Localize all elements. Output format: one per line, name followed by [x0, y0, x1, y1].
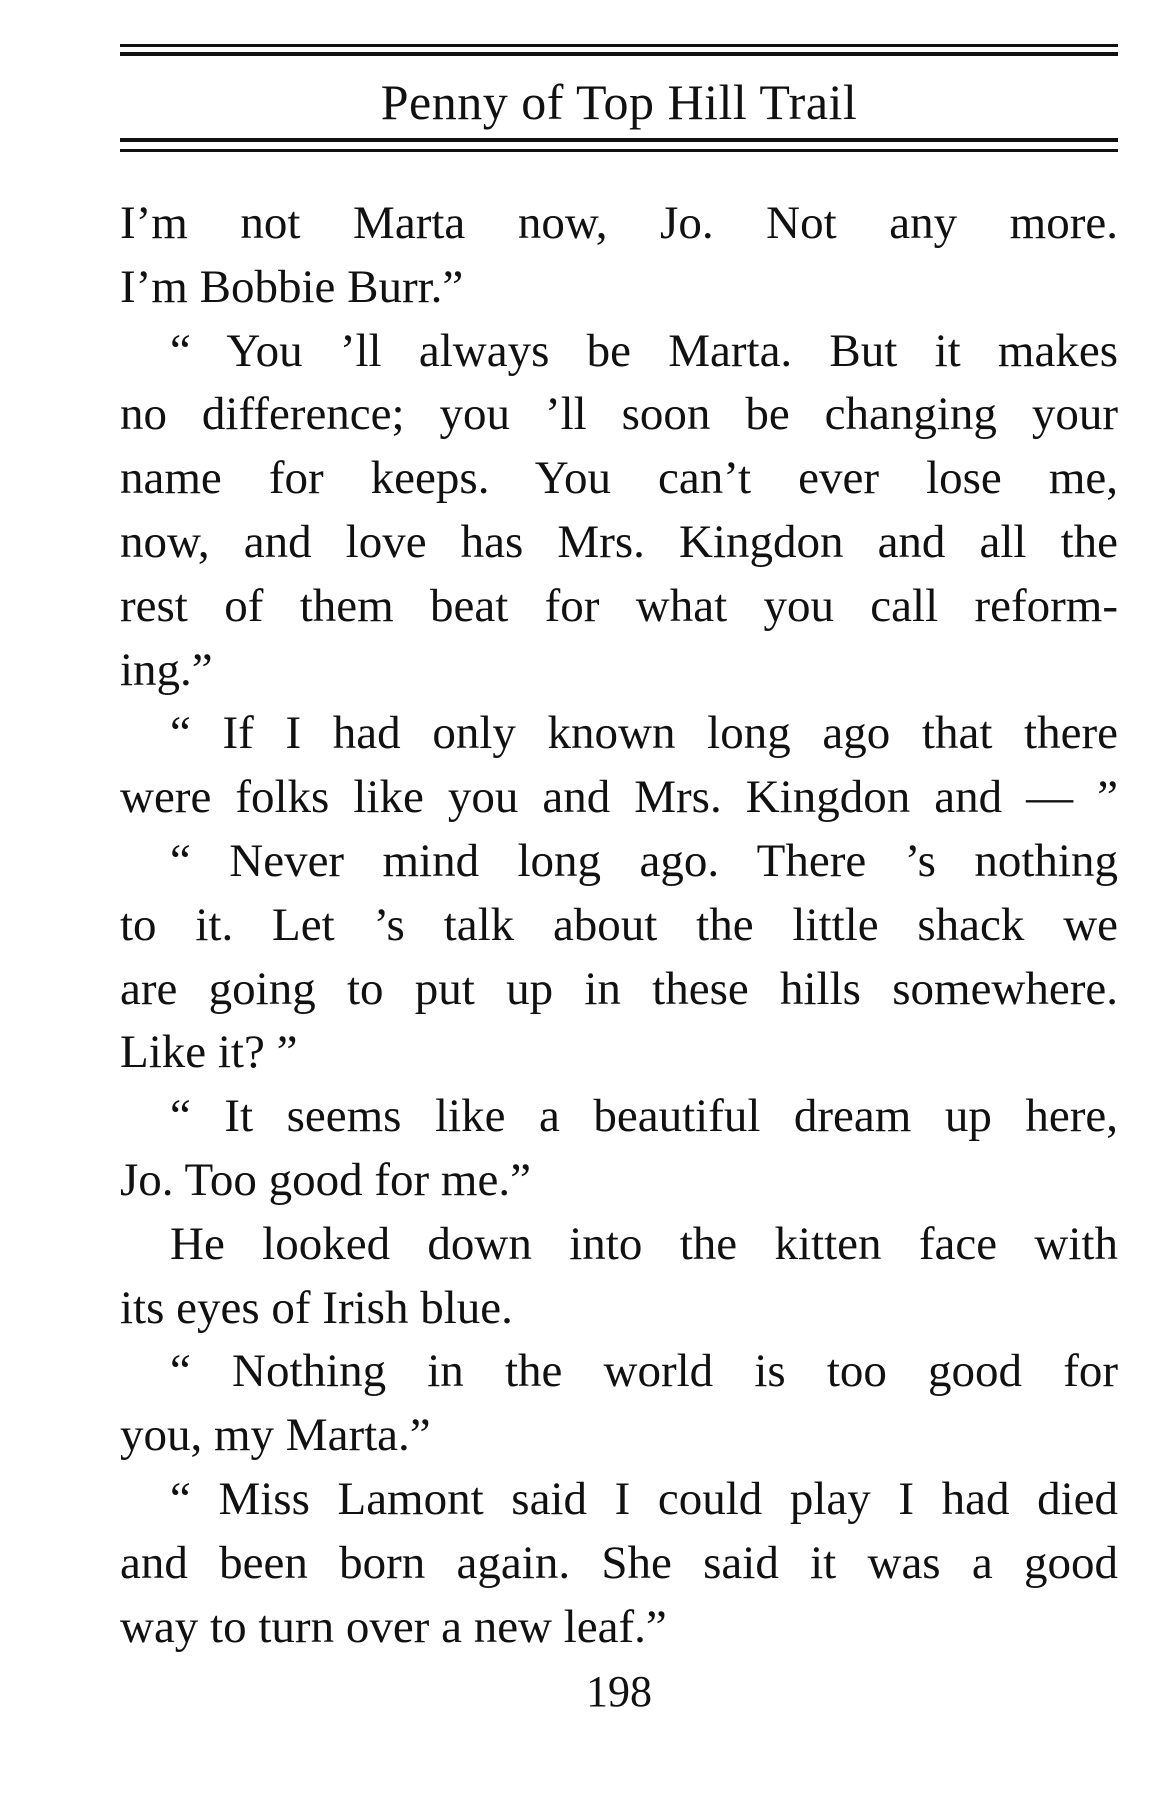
text-line: “ You ’ll always be Marta. But it makes: [170, 324, 1118, 377]
header-bottom-double-rule: [120, 138, 1118, 152]
text-line: “ It seems like a beautiful dream up here,: [170, 1090, 1118, 1143]
text-line: Jo. Too good for me.”: [120, 1153, 531, 1206]
text-line: rest of them beat for what you call reform-: [120, 579, 1118, 632]
text-line: Like it? ”: [120, 1026, 298, 1079]
text-line: now, and love has Mrs. Kingdon and all the: [120, 515, 1118, 568]
text-line: “ If I had only known long ago that there: [170, 707, 1118, 760]
text-line: were folks like you and Mrs. Kingdon and — ”: [120, 771, 1118, 824]
text-line: way to turn over a new leaf.”: [120, 1600, 667, 1653]
text-line: ing.”: [120, 643, 213, 696]
header-top-double-rule: [120, 44, 1118, 56]
running-title: Penny of Top Hill Trail: [380, 74, 858, 130]
text-line: He looked down into the kitten face with: [170, 1217, 1118, 1270]
text-line: its eyes of Irish blue.: [120, 1281, 513, 1334]
text-line: and been born again. She said it was a good: [120, 1536, 1118, 1589]
text-line: I’m Bobbie Burr.”: [120, 260, 464, 313]
text-line: are going to put up in these hills somewhere.: [120, 962, 1118, 1015]
page-number: 198: [586, 1667, 652, 1716]
text-line: you, my Marta.”: [120, 1409, 431, 1462]
text-line: name for keeps. You can’t ever lose me,: [120, 452, 1118, 505]
text-line: I’m not Marta now, Jo. Not any more.: [120, 197, 1118, 249]
text-line: no difference; you ’ll soon be changing your: [120, 388, 1118, 441]
text-line: “ Miss Lamont said I could play I had died: [170, 1472, 1118, 1525]
text-line: to it. Let ’s talk about the little shack we: [120, 898, 1118, 951]
text-line: “ Nothing in the world is too good for: [170, 1345, 1118, 1398]
body-text: [120, 192, 1118, 1659]
text-line: “ Never mind long ago. There ’s nothing: [170, 834, 1118, 887]
